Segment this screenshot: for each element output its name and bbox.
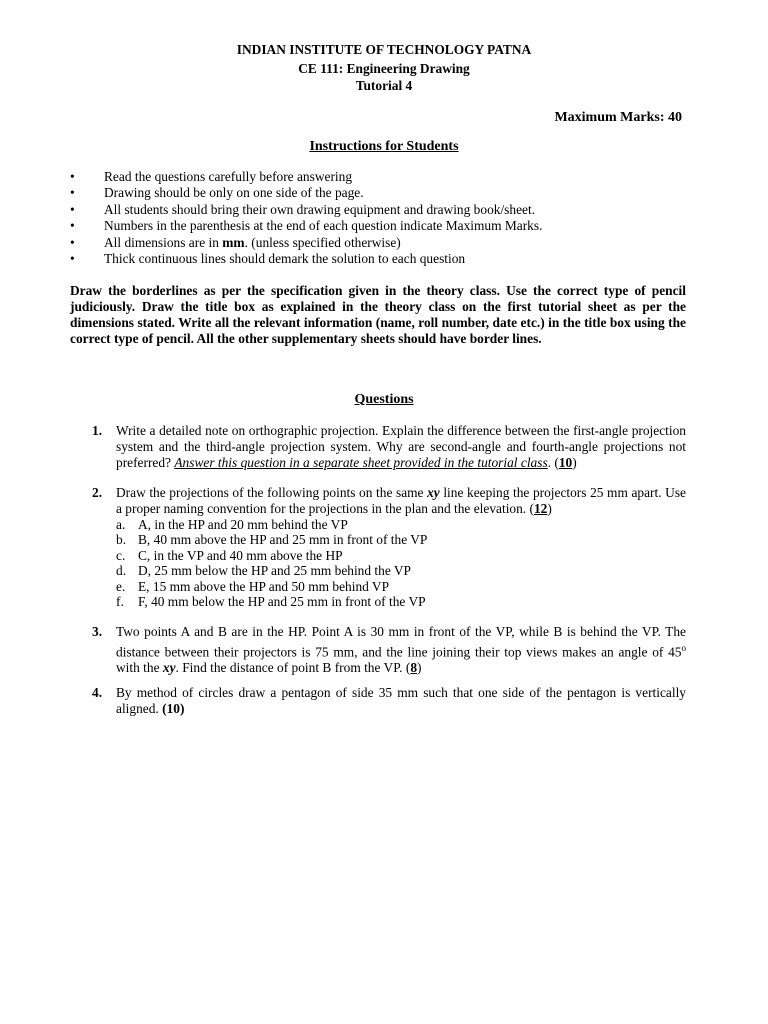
question-marks: 10 — [558, 455, 573, 470]
question-number: 2. — [92, 485, 103, 500]
list-item: c. C, in the VP and 40 mm above the HP — [116, 547, 343, 563]
list-item: • All dimensions are in mm. (unless specified otherwise) — [70, 234, 401, 250]
instructions-list — [70, 169, 690, 267]
instructions-heading: Instructions for Students — [309, 139, 459, 154]
drawing-instructions-paragraph: Draw the borderlines as per the specification given in the theory class. Use the correct type of pencil judiciously. Draw the title box as explained in the theory class on the first tutorial sheet as per the dimensions stated. Write all the relevant information (name, roll number, date etc.) in the title box using the correct type of pencil. All the other supplementary sheets should have border lines. — [70, 283, 686, 346]
question-number: 1. — [92, 423, 103, 438]
list-item: • All students should bring their own drawing equipment and drawing book/sheet. — [70, 201, 536, 217]
question-1 — [92, 423, 686, 471]
question-text: Two points A and B are in the HP. Point A is 30 mm in front of the VP, while B is behind the VP. The distance between their projectors is 75 mm, and the line joining their top views makes an angle of 45$^o$ with the xy. Find the distance of point B from the VP. (8) — [116, 624, 686, 676]
bullet-icon: • — [70, 218, 75, 234]
list-item: • Drawing should be only on one side of the page. — [70, 185, 364, 201]
list-item: • Read the questions carefully before answering — [70, 169, 353, 184]
sub-questions — [116, 517, 686, 609]
question-text: Write a detailed note on orthographic projection. Explain the difference between the first-angle projection system and the third-angle projection system. Why are second-angle and fourth-angle projections not preferred? Answer this question in a separate sheet provided in the tutorial class. (10) — [116, 423, 686, 470]
tutorial-number: Tutorial 4 — [355, 78, 413, 93]
list-item: • Numbers in the parenthesis at the end of each question indicate Maximum Marks. — [70, 218, 543, 234]
question-4 — [92, 685, 686, 717]
course-title: CE 111: Engineering Drawing — [298, 61, 470, 76]
maximum-marks: Maximum Marks: 40 — [554, 110, 682, 125]
bullet-icon: • — [70, 201, 75, 217]
question-3 — [92, 624, 686, 676]
separate-sheet-note: Answer this question in a separate sheet provided in the tutorial class — [174, 455, 548, 470]
bullet-icon: • — [70, 185, 75, 201]
list-item: f. F, 40 mm below the HP and 25 mm in front of the VP — [116, 593, 426, 609]
question-2 — [92, 485, 686, 609]
question-marks: 8 — [410, 660, 418, 676]
question-text: By method of circles draw a pentagon of side 35 mm such that one side of the pentagon is vertically aligned. (10) — [116, 685, 686, 716]
list-item: a. A, in the HP and 20 mm behind the VP — [116, 517, 348, 532]
degree-symbol: o — [681, 643, 686, 653]
bullet-icon: • — [70, 250, 75, 266]
bullet-icon: • — [70, 169, 75, 184]
questions-heading: Questions — [354, 392, 414, 407]
question-text: Draw the projections of the following points on the same xy line keeping the projectors 25 mm apart. Use a proper naming convention for the projections in the plan and the elevation. (12) — [116, 485, 687, 516]
list-item: • Thick continuous lines should demark the solution to each question — [70, 250, 466, 266]
bullet-icon: • — [70, 234, 75, 250]
list-item: d. D, 25 mm below the HP and 25 mm behind the VP — [116, 563, 412, 579]
institute-title: INDIAN INSTITUTE OF TECHNOLOGY PATNA — [236, 42, 532, 57]
list-item: e. E, 15 mm above the HP and 50 mm behind VP — [116, 578, 390, 594]
question-number: 3. — [92, 624, 103, 639]
question-number: 4. — [92, 685, 103, 700]
question-marks: (10) — [162, 701, 185, 716]
list-item: b. B, 40 mm above the HP and 25 mm in front of the VP — [116, 532, 428, 548]
question-marks: 12 — [533, 501, 548, 516]
